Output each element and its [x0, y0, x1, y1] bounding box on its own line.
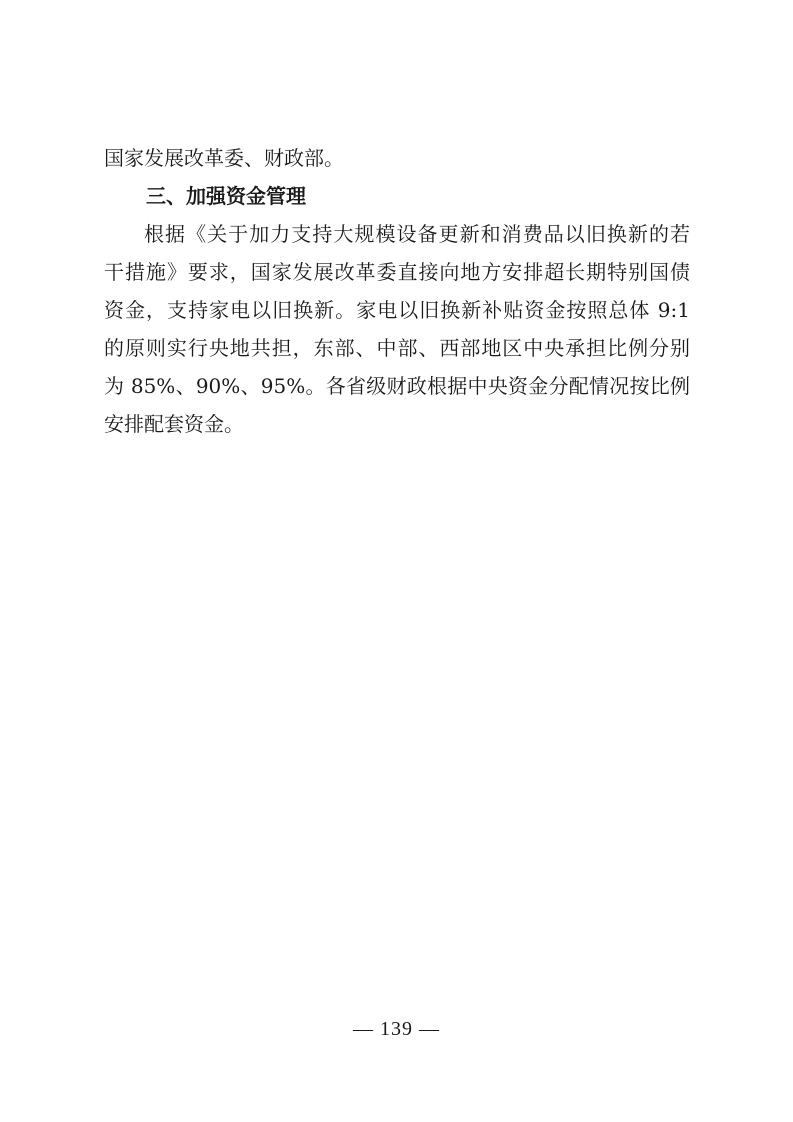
- paragraph-line: 安排配套资金。: [104, 412, 244, 436]
- paragraph-line: 的原则实行央地共担，东部、中部、西部地区中央承担比例分别: [104, 336, 690, 360]
- section-heading: 三、加强资金管理: [146, 184, 306, 208]
- paragraph-line: 国家发展改革委、财政部。: [104, 146, 344, 170]
- paragraph-line: 根据《关于加力支持大规模设备更新和消费品以旧换新的若: [144, 222, 690, 246]
- paragraph-line: 干措施》要求，国家发展改革委直接向地方安排超长期特别国债: [104, 260, 690, 284]
- paragraph-line: 为 85%、90%、95%。各省级财政根据中央资金分配情况按比例: [104, 374, 690, 398]
- page-number: — 139 —: [353, 1018, 440, 1040]
- paragraph-line: 资金，支持家电以旧换新。家电以旧换新补贴资金按照总体 9:1: [104, 298, 690, 322]
